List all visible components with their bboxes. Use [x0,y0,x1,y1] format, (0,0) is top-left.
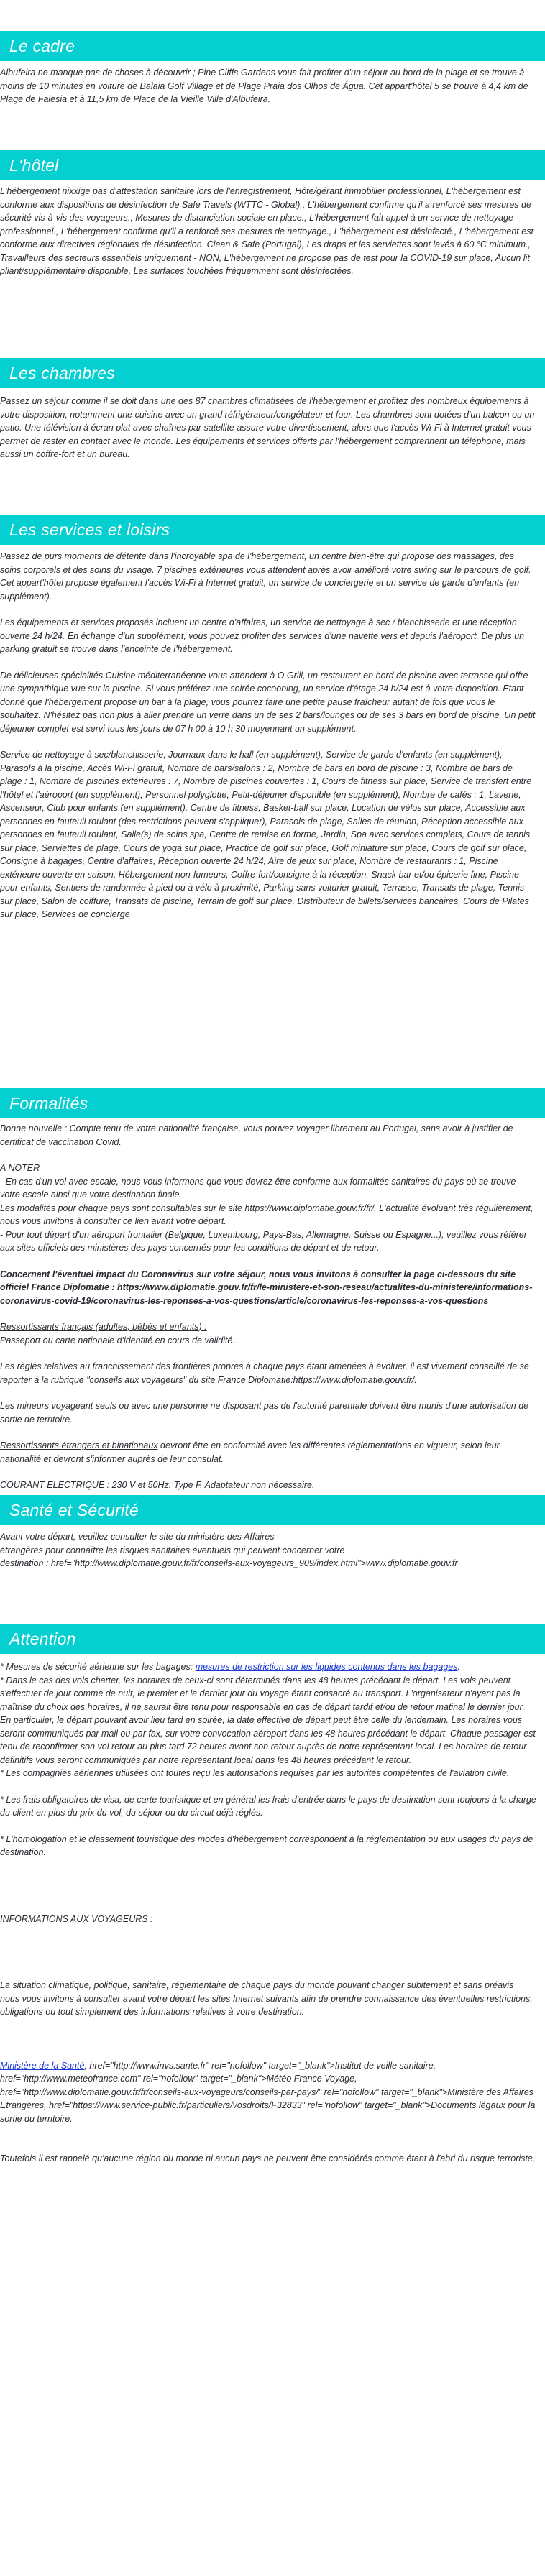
services-p4: Service de nettoyage à sec/blanchisserie, Journaux dans le hall (en supplément), Service de garde d'enfants (en supplément), Parasols à la piscine, Accès Wi-Fi gratuit, Nombre de bars/salons : 2, Nombre de bars en bord de piscine : 3, Nombre de bars de plage : 1, Nombre de piscines extérieures : 7, Nombre de piscines couvertes : 1, Cours de fitness sur place, Service de transfert entre l'hôtel et l'aéroport (en supplément), Personnel polyglotte, Petit-déjeuner disponible (en supplément), Nombre de cafés : 1, Laverie, Ascenseur, Club pour enfants (en supplément), Centre de fitness, Basket-ball sur place, Location de vélos sur place, Accessible aux personnes en fauteuil roulant (des restrictions peuvent s'appliquer), Parasols de plage, Salles de réunion, Réception accessible aux personnes en fauteuil roulant, Salle(s) de soins spa, Centre de remise en forme, Jardin, Spa avec services complets, Cours de tennis sur place, Serviettes de plage, Cours de yoga sur place, Practice de golf sur place, Golf miniature sur place, Cours de golf sur place, Consigne à bagages, Centre d'affaires, Réception ouverte 24 h/24, Aire de jeux sur place, Nombre de restaurants : 1, Piscine extérieure ouverte en saison, Hébergement non-fumeurs, Coffre-fort/consigne à la réception, Snack bar et/ou épicerie fine, Piscine pour enfants, Sentiers de randonnée à pied ou à vélo à proximité, Parking sans voiturier gratuit, Terrasse, Transats de plage, Tennis sur place, Salon de coiffure, Transats de piscine, Terrain de golf sur place, Distributeur de billets/services bancaires, Cours de Pilates sur place, Services de concierge [0,750,532,919]
section-attention-content [0,1660,536,2166]
info-voyageurs-title: INFORMATIONS AUX VOYAGEURS : [0,1913,153,1924]
section-sante-content [0,1530,536,1570]
info-voyageurs-p1: La situation climatique, politique, sanitaire, réglementaire de chaque pays du monde pouvant changer subitement et sans préavis [0,1980,514,1990]
attention-a2: * Dans le cas des vols charter, les horaires de ceux-ci sont déterminés dans les 48 heures précédant le départ. Les vols peuvent s'effectuer de jour comme de nuit, le premier et le dernier jour du voyage étant consacré au transport. L'organisateur n'ayant pas la maîtrise du choix des horaires, il ne saurait être tenu pour responsable en cas de départ tardif et/ou de retour matinal le dernier jour. En particulier, le départ pouvant avoir lieu tard en soirée, la date effective de départ peut être celle du lendemain. Les horaires vous seront communiqués par mail ou par fax, sur votre convocation aéroport dans les 48 heures précédant le départ. Chaque passager est tenu de reconfirmer son vol retour au plus tard 72 heures avant son retour auprès de notre représentant local. Les horaires de retour définitifs vous seront communiqués par notre représentant local dans les 48 heures précédant le retour. [0,1675,536,1765]
hotel-text: L'hébergement nixxige pas d'attestation sanitaire lors de l'enregistrement, Hôte/gérant immobilier professionnel, L'hébergement est conforme aux dispositions de désinfection de Safe Travels (WTTC - Global)., L'hébergement confirme qu'il a renforcé ses mesures de sécurité vis-à-vis des voyageurs., Mesures de distanciation sociale en place., L'hébergement fait appel à un service de nettoyage professionnel., L'hébergement confirme qu'il a renforcé ses mesures de nettoyage., L'hébergement est désinfecté., L'hébergement est conforme aux directives régionales de désinfection. Clean & Safe (Portugal), Les draps et les serviettes sont lavés à 60 °C minimum., Travailleurs des secteurs essentiels uniquement - NON, L'hébergement ne propose pas de test pour la COVID-19 sur place, Aucun lit pliant/supplémentaire disponible, Les surfaces touchées fréquemment sont désinfectées. [0,186,533,276]
services-p1: Passez de purs moments de détente dans l'incroyable spa de l'hébergement, un centre bien-être qui propose des massages, des soins corporels et des soins du visage. 7 piscines extérieures vous attendent après avoir amélioré votre swing sur le parcours de golf. Cet appart'hôtel propose également l'accès Wi-Fi à Internet gratuit, un service de conciergerie et un service de garde d'enfants (en supplément). [0,551,531,602]
formalites-covid-notice: Concernant l'éventuel impact du Coronavirus sur votre séjour, nous vous invitons à consulter la page ci-dessous du site officiel France Diplomatie : https://www.diplomatie.gouv.fr/fr/le-ministere-et-son-reseau/actualites-du-ministere/informations-coronavirus-covid-19/coronavirus-les-reponses-a-vos-questions/article/coronavirus-les-reponses-a-vos-questions [0,1269,533,1306]
attention-a1 [0,1660,536,1674]
formalites-p6: Les mineurs voyageant seuls ou avec une personne ne disposant pas de l'autorité parentale doivent être munis d'une autorisation de sortie de territoire. [0,1401,529,1425]
section-chambres-content [0,395,536,461]
sante-line-3: destination : href="http://www.diplomatie.gouv.fr/fr/conseils-aux-voyageurs_909/index.html">www.diplomatie.gouv.fr [0,1558,458,1568]
info-links [0,2059,536,2126]
attention-a3: * Les compagnies aériennes utilisées ont toutes reçu les autorisations requises par les autorités compétentes de l'aviation civile. [0,1768,510,1778]
attention-a1-post: . [457,1662,460,1672]
section-banner-attention: Attention [0,1624,545,1654]
section-banner-sante: Santé et Sécurité [0,1495,545,1525]
formalites-etr-text: devront être en conformité avec les différentes réglementations en vigueur, selon leur nationalité et devront s'informer auprès de leur consulat. [0,1440,500,1464]
ministere-sante-link[interactable]: Ministère de la Santé [0,2060,85,2071]
formalites-fr-text: Passeport ou carte nationale d'identité en cours de validité. [0,1335,235,1346]
formalites-p1: Bonne nouvelle : Compte tenu de votre nationalité française, vous pouvez voyager librement au Portugal, sans avoir à justifier de certificat de vaccination Covid. [0,1123,513,1147]
formalites-p4: - Pour tout départ d'un aéroport frontalier (Belgique, Luxembourg, Pays-Bas, Allemagne, Suisse ou Espagne...), veuillez vous référer aux sites officiels des ministères des pays concernés pour les conditions de départ et de retour. [0,1229,527,1253]
attention-a5: * L'homologation et le classement touristique des modes d'hébergement correspondent à la réglementation ou aux usages du pays de destination. [0,1834,533,1857]
section-cadre-content [0,66,536,106]
cadre-text: Albufeira ne manque pas de choses à découvrir ; Pine Cliffs Gardens vous fait profiter d'un séjour au bord de la plage et se trouve à moins de 10 minutes en voiture de Balaia Golf Village et de Plage Praia dos Olhos de Água. Cet appart'hôtel 5 se trouve à 4,4 km de Plage de Falesia et à 11,5 km de Place de la Vieille Ville d'Albufeira. [0,68,528,104]
formalites-a-noter: A NOTER [0,1163,40,1173]
info-voyageurs-p2: nous vous invitons à consulter avant votre départ les sites Internet suivants afin de prendre connaissance des éventuelles restrictions, obligations ou tout simplement des informations relatives à votre destination. [0,1993,533,2017]
liquids-restriction-link[interactable]: mesures de restriction sur les liquides contenus dans les bagages [195,1662,458,1672]
chambres-text: Passez un séjour comme il se doit dans une des 87 chambres climatisées de l'hébergement et profitez des nombreux équipements à votre disposition, notamment une cuisine avec un grand réfrigérateur/congélateur et four. Les chambres sont dotées d'un balcon ou un patio. Une télévision à écran plat avec chaînes par satellite assure votre divertissement, alors que l'accès Wi-Fi à Internet gratuit vous permet de rester en contact avec le monde. Les équipements et services offerts par l'hébergement comprennent un téléphone, mais aussi un coffre-fort et un bureau. [0,396,535,459]
attention-a4: * Les frais obligatoires de visa, de carte touristique et en général les frais d'entrée dans le pays de destination sont toujours à la charge du client en plus du prix du vol, du séjour ou du circuit déjà réglés. [0,1794,536,1818]
sante-line-1: Avant votre départ, veuillez consulter le site du ministère des Affaires [0,1532,275,1542]
section-banner-formalites: Formalités [0,1088,545,1118]
section-banner-services: Les services et loisirs [0,515,545,545]
terror-risk-note: Toutefois il est rappelé qu'aucune région du monde ni aucun pays ne peuvent être considérés comme étant à l'abri du risque terroriste. [0,2153,536,2163]
info-links-text: , href="http://www.invs.sante.fr" rel="nofollow" target="_blank">Institut de veille sanitaire, href="http://www.meteofrance.com" rel="nofollow" target="_blank">Météo France Voyage, href="http://www.diplomatie.gouv.fr/fr/conseils-aux-voyageurs/conseils-par-pays/" rel="nofollow" target="_blank">Ministère des Affaires Etrangères, href="https://www.service-public.fr/particuliers/vosdroits/F32833" rel="nofollow" target="_blank">Documents légaux pour la sortie du territoire. [0,2060,536,2124]
section-banner-hotel: L'hôtel [0,150,545,180]
section-hotel-content [0,185,536,278]
formalites-etr-title: Ressortissants étrangers et binationaux [0,1440,158,1450]
services-p3: De délicieuses spécialités Cuisine méditerranéenne vous attendent à O Grill, un restaurant en bord de piscine avec terrasse qui offre une sympathique vue sur la piscine. Si vous préférez une soirée cocooning, un service d'étage 24 h/24 est à votre disposition. Étant donné que l'hébergement propose un bar à la plage, vous pourrez faire une petite pause fraîcheur autant de fois que vous le souhaitez. N'hésitez pas non plus à aller prendre un verre dans un de ses 2 bars/lounges ou de ses 3 bars en bord de piscine. Un petit déjeuner complet est servi tous les jours de 07 h 00 à 10 h 30 moyennant un supplément. [0,670,536,734]
formalites-p5: Les règles relatives au franchissement des frontières propres à chaque pays étant amenées à évoluer, il est vivement conseillé de se reporter à la rubrique "conseils aux voyageurs" du site France Diplomatie:https://www.diplomatie.gouv.fr/. [0,1361,529,1385]
attention-a1-pre: * Mesures de sécurité aérienne sur les bagages: [0,1662,196,1672]
services-p2: Les équipements et services proposés incluent un centre d'affaires, un service de nettoyage à sec / blanchisserie et une réception ouverte 24 h/24. En échange d'un supplément, vous pouvez profiter des services d'une navette vers et depuis l'aéroport. De plus un parking gratuit se trouve dans l'enceinte de l'hébergement. [0,617,525,654]
section-banner-chambres: Les chambres [0,358,545,388]
formalites-courant: COURANT ELECTRIQUE : 230 V et 50Hz. Type F. Adaptateur non nécessaire. [0,1480,315,1490]
formalites-p3: Les modalités pour chaque pays sont consultables sur le site https://www.diplomatie.gouv.fr/fr/. L'actualité évoluant très régulièrement, nous vous invitons à consulter ce lien avant votre départ. [0,1202,533,1226]
section-banner-cadre: Le cadre [0,31,545,61]
formalites-fr-title: Ressortissants français (adultes, bébés et enfants) : [0,1322,207,1332]
section-services-content [0,550,536,921]
formalites-etrangers [0,1439,536,1466]
formalites-p2: - En cas d'un vol avec escale, nous vous informons que vous devrez être conforme aux formalités sanitaires du pays où se trouve votre escale ainsi que votre destination finale. [0,1176,516,1200]
section-formalites-content [0,1122,536,1492]
sante-line-2: étrangères pour connaître les risques sanitaires éventuels qui peuvent concerner votre [0,1545,345,1555]
